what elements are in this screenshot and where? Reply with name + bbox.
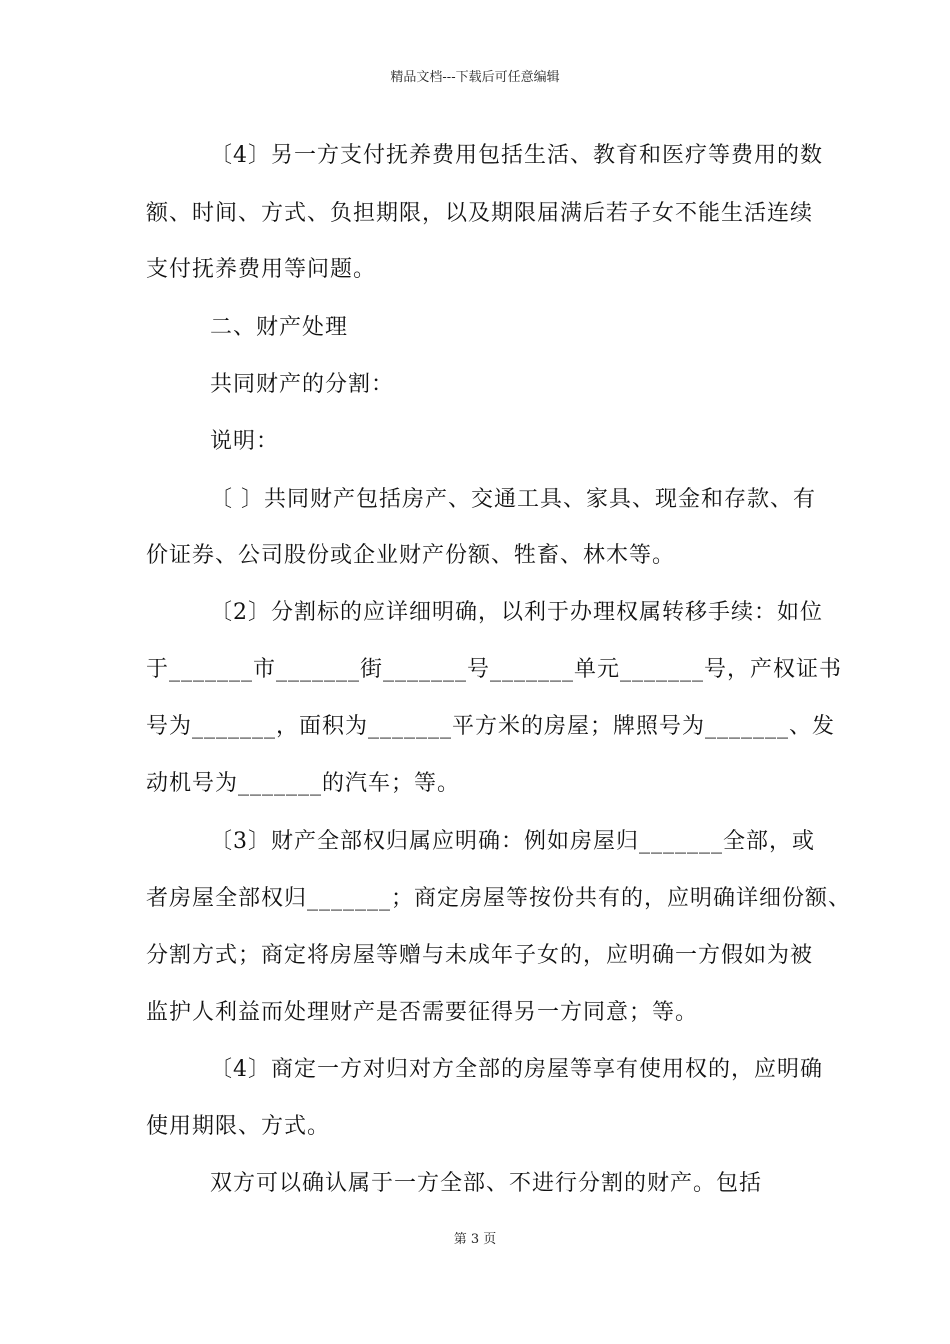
- paragraph-line: 使用期限、方式。: [146, 1114, 331, 1139]
- paragraph-line: 〔4〕商定一方对归对方全部的房屋等享有使用权的，应明确: [210, 1057, 823, 1082]
- subheading: 共同财产的分割：: [210, 372, 395, 397]
- section-heading: 二、财产处理: [210, 315, 349, 340]
- paragraph-line: 监护人利益而处理财产是否需要征得另一方同意；等。: [146, 1000, 699, 1025]
- paragraph-line: 者房屋全部权归_______；商定房屋等按份共有的，应明确详细份额、: [146, 886, 852, 911]
- paragraph-line: 分割方式；商定将房屋等赠与未成年子女的，应明确一方假如为被: [146, 943, 814, 968]
- paragraph-line: 额、时间、方式、负担期限，以及期限届满后若子女不能生活连续: [146, 201, 814, 226]
- page-header: 精品文档---下载后可任意编辑: [390, 70, 560, 85]
- note-label: 说明：: [210, 429, 280, 454]
- paragraph-line: 支付抚养费用等问题。: [146, 257, 377, 282]
- paragraph-line: 〔 〕共同财产包括房产、交通工具、家具、现金和存款、有: [210, 487, 816, 512]
- paragraph-line: 〔4〕另一方支付抚养费用包括生活、教育和医疗等费用的数: [210, 143, 823, 168]
- paragraph-line: 〔3〕财产全部权归属应明确：例如房屋归_______全部，或: [210, 829, 815, 854]
- page-number: 第 3 页: [453, 1232, 497, 1247]
- paragraph-line: 于_______市_______街_______号_______单元_______号，产权证书: [146, 657, 843, 682]
- paragraph-line: 动机号为_______的汽车；等。: [146, 771, 461, 796]
- paragraph-line: 双方可以确认属于一方全部、不进行分割的财产。包括: [210, 1171, 763, 1196]
- paragraph-line: 价证券、公司股份或企业财产份额、牲畜、林木等。: [146, 543, 676, 568]
- paragraph-line: 〔2〕分割标的应详细明确，以利于办理权属转移手续：如位: [210, 600, 823, 625]
- paragraph-line: 号为_______，面积为_______平方米的房屋；牌照号为_______、发: [146, 714, 836, 739]
